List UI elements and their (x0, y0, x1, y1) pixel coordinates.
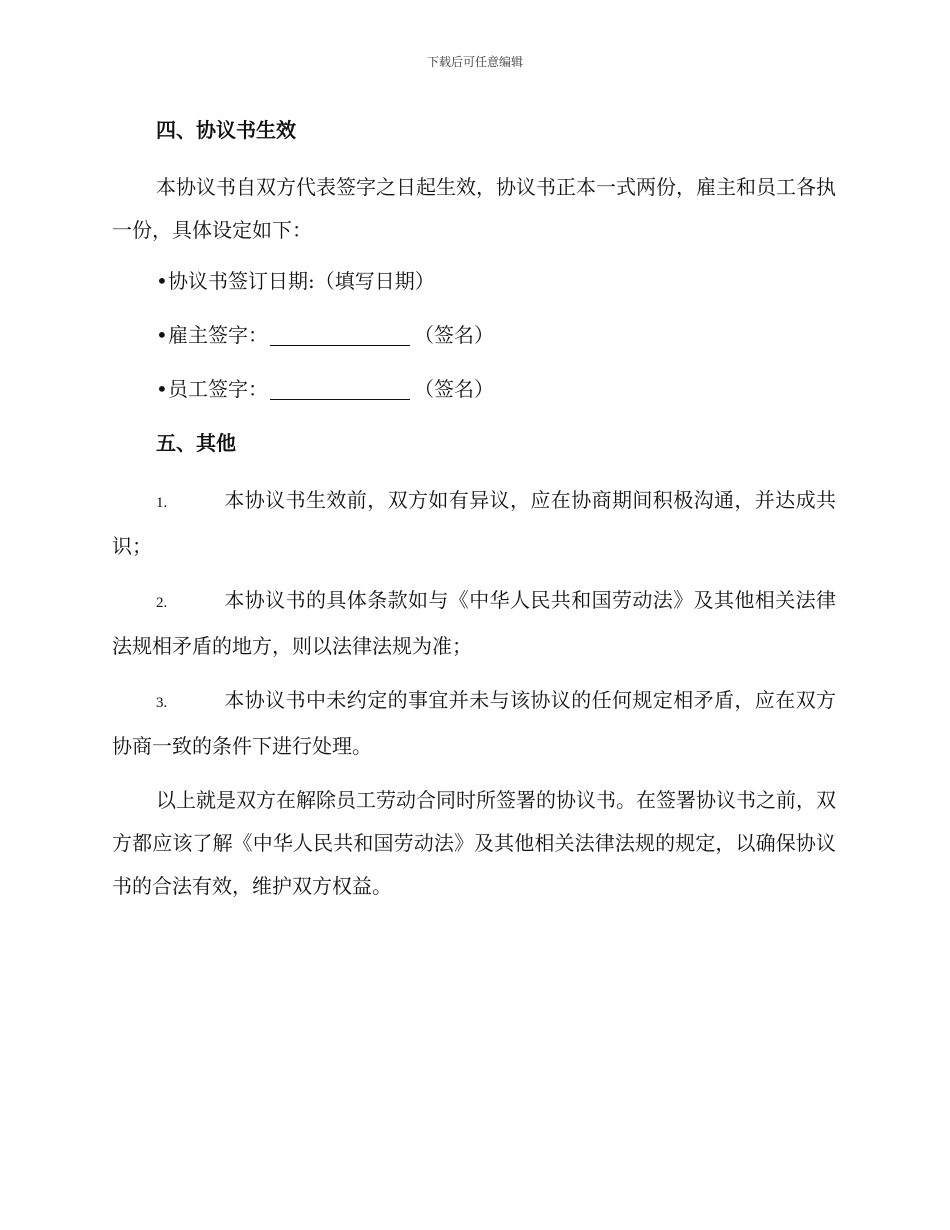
item-number: 1. (156, 495, 168, 511)
employer-signature-suffix: （签名） (414, 323, 494, 347)
bullet-dot: • (156, 269, 168, 293)
employer-signature-label: 雇主签字： (168, 323, 268, 347)
employee-signature-item (112, 371, 836, 407)
signing-date-item (112, 263, 836, 299)
section-5-item-1 (112, 479, 836, 568)
item-text: 本协议书的具体条款如与《中华人民共和国劳动法》及其他相关法律法规相矛盾的地方，则以法律法规为准； (112, 588, 836, 658)
signing-date-label: 协议书签订日期:（填写日期） (168, 269, 435, 293)
bullet-dot: • (156, 377, 168, 401)
employee-signature-blank (270, 377, 410, 400)
section-5-item-2 (112, 579, 836, 668)
item-text: 本协议书生效前，双方如有异议，应在协商期间积极沟通，并达成共识； (112, 488, 836, 558)
section-4-heading: 四、协议书生效 (156, 118, 296, 142)
employer-signature-blank (270, 323, 410, 346)
item-number: 2. (156, 595, 168, 611)
closing-paragraph: 以上就是双方在解除员工劳动合同时所签署的协议书。在签署协议书之前，双方都应该了解《中华人民共和国劳动法》及其他相关法律法规的规定，以确保协议书的合法有效，维护双方权益。 (112, 788, 836, 898)
bullet-dot: • (156, 323, 168, 347)
page-header-note: 下载后可任意编辑 (426, 55, 523, 69)
section-4-paragraph: 本协议书自双方代表签字之日起生效，协议书正本一式两份，雇主和员工各执一份，具体设定如下： (112, 175, 836, 242)
item-text: 本协议书中未约定的事宜并未与该协议的任何规定相矛盾，应在双方协商一致的条件下进行处理。 (112, 688, 836, 758)
employer-signature-item (112, 317, 836, 353)
section-5-heading: 五、其他 (156, 431, 236, 455)
employee-signature-suffix: （签名） (414, 377, 494, 401)
item-number: 3. (156, 695, 168, 711)
document-body (112, 112, 836, 919)
section-5-item-3 (112, 679, 836, 768)
employee-signature-label: 员工签字： (168, 377, 268, 401)
